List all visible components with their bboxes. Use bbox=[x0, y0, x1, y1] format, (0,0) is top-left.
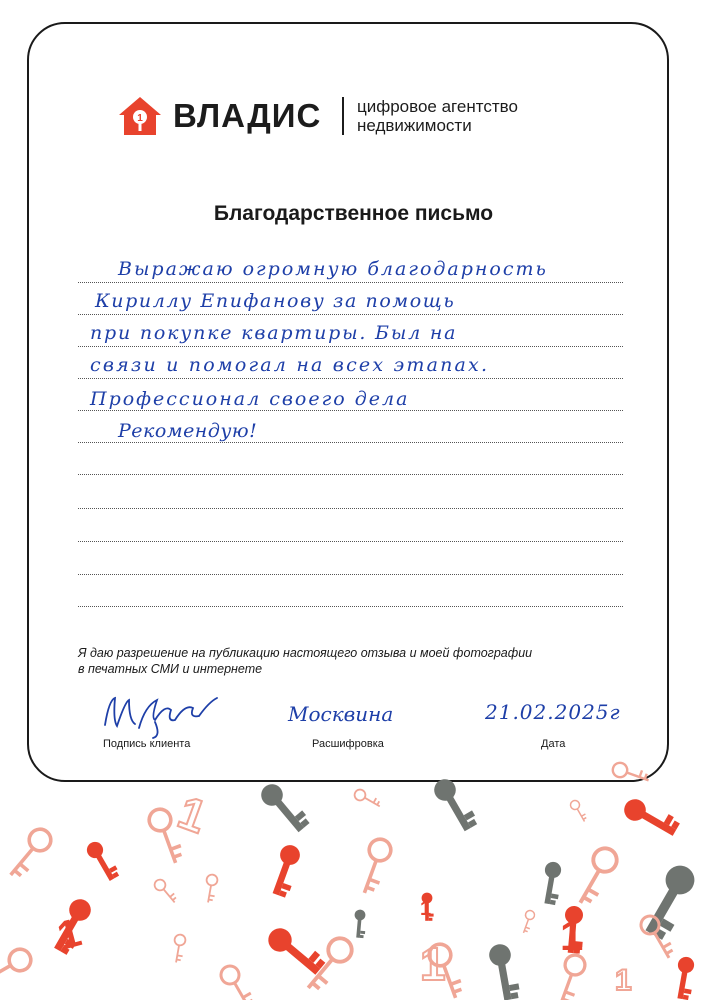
house-logo-icon bbox=[117, 95, 163, 137]
handwritten-line-6: Рекомендую! bbox=[118, 420, 258, 442]
signature-label: Подпись клиента bbox=[103, 738, 191, 750]
date-handwritten: 21.02.2025г bbox=[485, 700, 621, 724]
ruled-line bbox=[78, 508, 623, 509]
svg-text:1: 1 bbox=[420, 938, 446, 990]
handwritten-line-3: при покупке квартиры. Был на bbox=[90, 322, 458, 344]
logo-divider bbox=[342, 97, 344, 135]
handwritten-line-4: связи и помогал на всех этапах. bbox=[90, 354, 490, 376]
ruled-line bbox=[78, 282, 623, 283]
decoding-label: Расшифровка bbox=[312, 738, 384, 750]
letter-title: Благодарственное письмо bbox=[213, 202, 494, 225]
logo-digit: 1 bbox=[137, 113, 143, 124]
consent-line-1: Я даю разрешение на публикацию настоящего отзыва и моей фотографии bbox=[78, 646, 533, 660]
ruled-line bbox=[78, 410, 623, 411]
svg-text:1: 1 bbox=[171, 785, 214, 844]
handwritten-line-5: Профессионал своего дела bbox=[90, 388, 410, 410]
red-key-icon bbox=[48, 793, 697, 1000]
ruled-line bbox=[78, 606, 623, 607]
ruled-line bbox=[78, 541, 623, 542]
date-label: Дата bbox=[541, 738, 566, 750]
publication-consent bbox=[78, 645, 578, 677]
digit-one-decoration bbox=[53, 786, 632, 997]
svg-text:1: 1 bbox=[560, 912, 584, 959]
ruled-line bbox=[78, 314, 623, 315]
handwritten-line-2: Кириллу Епифанову за помощь bbox=[95, 290, 456, 312]
decorative-keys-pattern bbox=[0, 740, 707, 1000]
handwritten-line-1: Выражаю огромную благодарность bbox=[118, 258, 548, 280]
ruled-line bbox=[78, 442, 623, 443]
tagline-line-1: цифровое агентство bbox=[357, 97, 518, 116]
svg-text:1: 1 bbox=[52, 910, 86, 959]
decoding-handwritten: Москвина bbox=[288, 702, 394, 726]
tagline-line-2: недвижимости bbox=[357, 116, 472, 135]
consent-line-2: в печатных СМИ и интернете bbox=[78, 662, 263, 676]
svg-text:1: 1 bbox=[615, 964, 632, 997]
ruled-line bbox=[78, 574, 623, 575]
tagline bbox=[357, 97, 518, 135]
ruled-line bbox=[78, 346, 623, 347]
svg-text:1: 1 bbox=[420, 898, 432, 920]
outline-key-icon bbox=[0, 761, 677, 1000]
brand-name: ВЛАДИС bbox=[173, 97, 322, 134]
ruled-line bbox=[78, 378, 623, 379]
ruled-line bbox=[78, 474, 623, 475]
client-signature bbox=[95, 690, 235, 740]
